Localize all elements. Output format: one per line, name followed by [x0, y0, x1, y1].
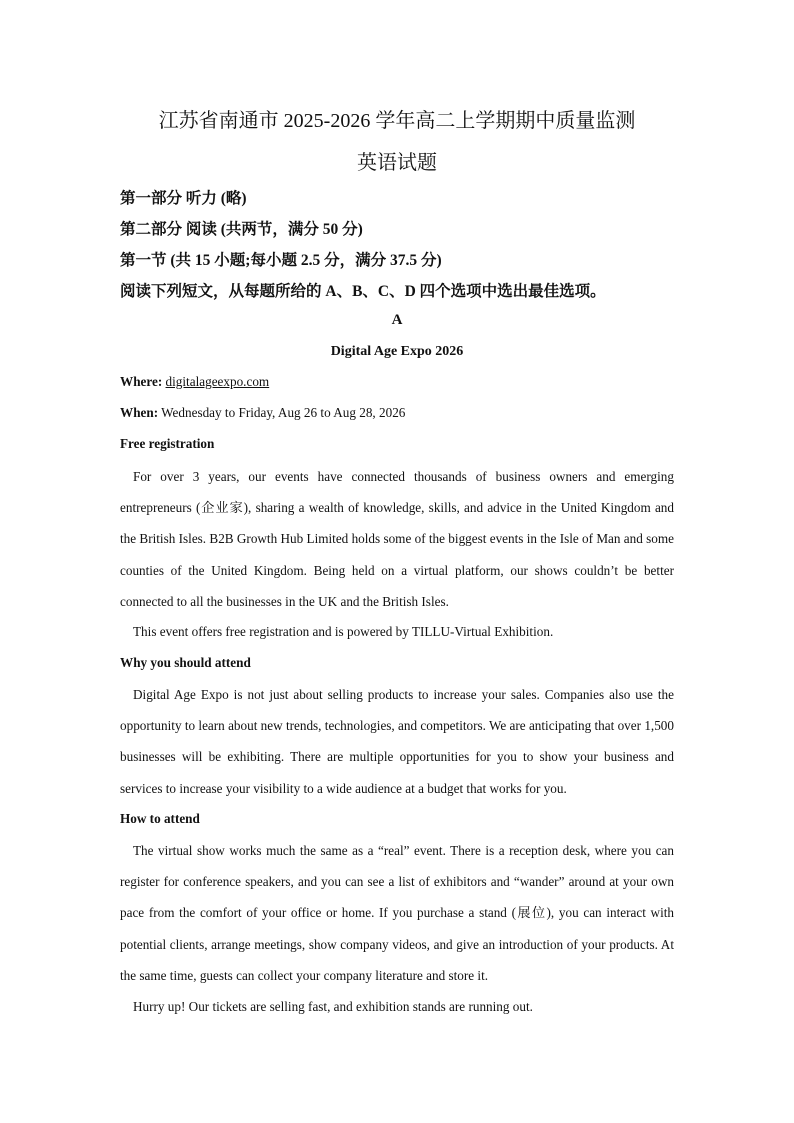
document-subtitle: 英语试题 [357, 152, 437, 174]
instruction-text: 阅读下列短文，从每题所给的 A、B、C、D 四个选项中选出最佳选项。 [120, 283, 606, 300]
paragraph-3: Digital Age Expo is not just about selling products to increase your sales. Companies also use the opportunity to learn about new trends, technologies, and competitors. We are anticipating that over 1,500 businesses will be exhibiting. There are multiple opportunities for you to show your business and services to increase your visibility to a wide audience at a budget that works for you. [120, 687, 674, 796]
section1-heading: 第一节 (共 15 小题;每小题 2.5 分，满分 37.5 分) [120, 252, 442, 269]
paragraph-4: The virtual show works much the same as a “real” event. There is a reception desk, where you can register for conference speakers, and you can see a list of exhibitors and “wander” around at your own pace from the comfort of your office or home. If you purchase a stand (展位), you can interact with potential clients, arrange meetings, show company videos, and give an introduction of your products. At the same time, guests can collect your company literature and store it. [120, 843, 674, 983]
paragraph-2: This event offers free registration and is powered by TILLU-Virtual Exhibition. [133, 624, 554, 639]
passage-title: Digital Age Expo 2026 [330, 344, 464, 359]
document-title: 江苏省南通市 2025-2026 学年高二上学期期中质量监测 [158, 110, 636, 132]
when-label: When: [120, 405, 159, 420]
heading-free-registration: Free registration [120, 436, 215, 451]
where-label: Where: [120, 374, 163, 389]
heading-how-attend: How to attend [120, 811, 200, 826]
part2-heading: 第二部分 阅读 (共两节，满分 50 分) [120, 221, 363, 238]
paragraph-5: Hurry up! Our tickets are selling fast, and exhibition stands are running out. [133, 999, 533, 1014]
website-link[interactable]: digitalageexpo.com [165, 374, 270, 389]
part1-heading: 第一部分 听力 (略) [120, 190, 247, 207]
where-line [120, 374, 269, 390]
when-line [120, 405, 405, 421]
when-value: Wednesday to Friday, Aug 26 to Aug 28, 2026 [161, 405, 406, 420]
heading-why-attend: Why you should attend [120, 655, 251, 670]
passage-letter: A [391, 312, 403, 328]
paragraph-1: For over 3 years, our events have connected thousands of business owners and emerging entrepreneurs (企业家), sharing a wealth of knowledge, skills, and advice in the United Kingdom and the British Isles. B2B Growth Hub Limited holds some of the biggest events in the Isle of Man and some counties of the United Kingdom. Being held on a virtual platform, our shows couldn’t be better connected to all the businesses in the UK and the British Isles. [120, 469, 674, 609]
